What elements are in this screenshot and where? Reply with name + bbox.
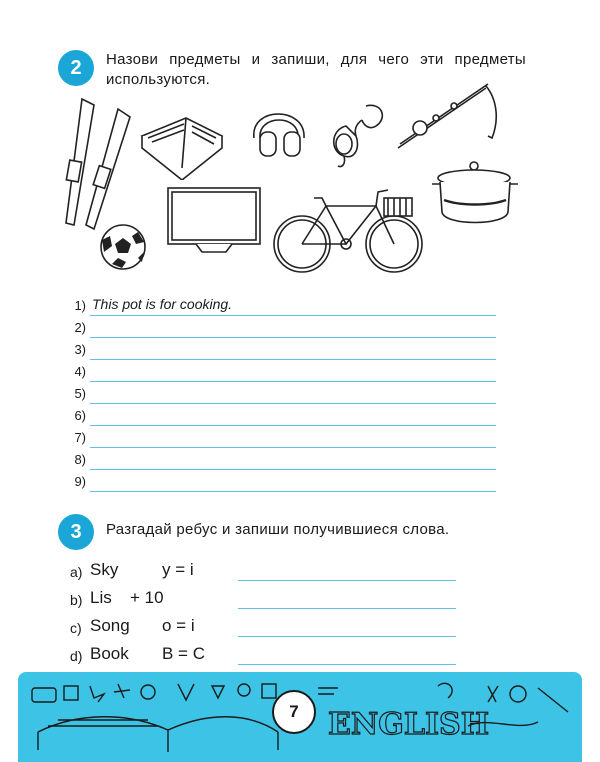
tv-monitor-icon [166,186,262,256]
rebus-c: c) Song o = i [70,616,470,640]
answer-line-1[interactable]: 1) This pot is for cooking. [62,298,496,318]
fishing-rod-icon [392,78,512,158]
rebus-answer-line[interactable] [238,636,456,637]
rebus-answer-line[interactable] [238,580,456,581]
answer-text: This pot is for cooking. [92,296,233,312]
bicycle-icon [268,180,428,276]
task-number-badge: 3 [58,514,94,550]
skis-icon [52,95,142,235]
task3-instruction: Разгадай ребус и запиши получившиеся слова. [106,521,450,538]
answer-line-5[interactable]: 5) [62,386,496,406]
rebus-a: a) Sky y = i [70,560,470,584]
answer-line-4[interactable]: 4) [62,364,496,384]
answer-line-2[interactable]: 2) [62,320,496,340]
answer-line-9[interactable]: 9) [62,474,496,494]
task-number-badge: 2 [58,50,94,86]
rebus-d: d) Book B = C [70,644,470,668]
footer-doodle-text: ENGLISH [328,707,490,742]
headphones-icon [246,98,312,162]
answer-line-8[interactable]: 8) [62,452,496,472]
answer-line-6[interactable]: 6) [62,408,496,428]
answer-line-3[interactable]: 3) [62,342,496,362]
page-number: 7 [272,690,316,734]
rebus-answer-line[interactable] [238,608,456,609]
rebus-answer-line[interactable] [238,664,456,665]
book-icon [138,108,228,180]
pot-icon [430,160,520,228]
ball-icon [98,222,148,272]
goggles-icon [326,100,390,170]
task2-instruction: Назови предметы и запиши, для чего эти предметы используются. [106,51,526,88]
answer-line-7[interactable]: 7) [62,430,496,450]
rebus-b: b) Lis + 10 [70,588,470,612]
